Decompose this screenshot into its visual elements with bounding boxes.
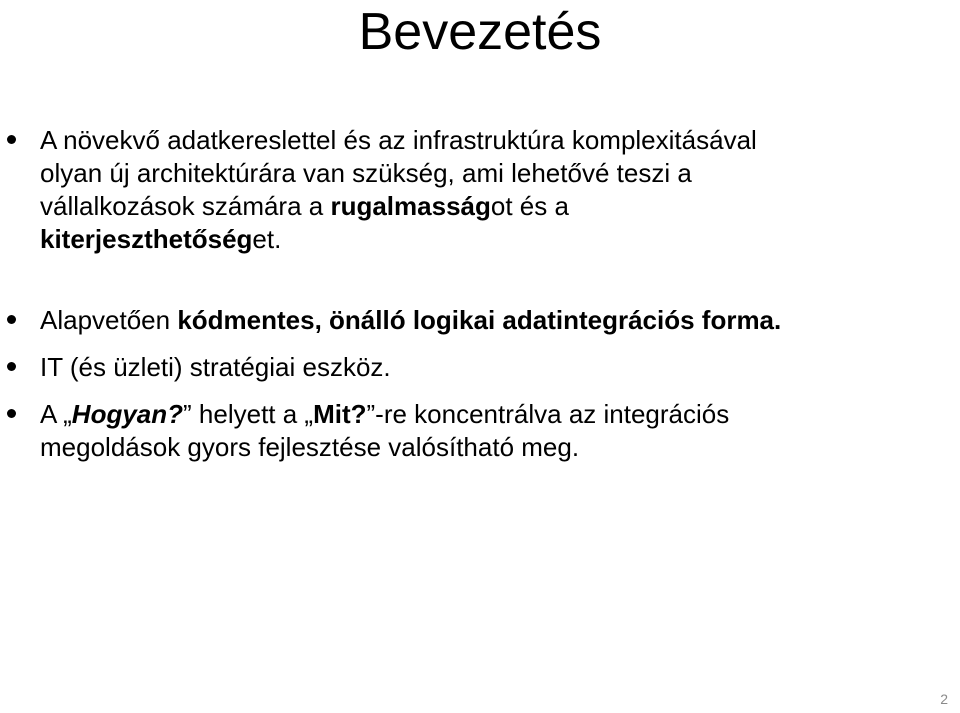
bold-term: kiterjeszthetőség (40, 224, 253, 254)
bullet-text (40, 351, 940, 384)
text-segment: ” helyett a „ (183, 399, 314, 429)
text-line: A növekvő adatkereslettel és az infrastruktúra komplexitásával (40, 125, 757, 155)
bullet-text (40, 124, 940, 256)
bullet-item (40, 398, 940, 464)
text-line (40, 223, 940, 256)
text-line: IT (és üzleti) stratégiai eszköz. (40, 352, 391, 382)
text-segment: ”-re koncentrálva az integrációs (366, 399, 730, 429)
text-line (40, 190, 940, 223)
bullet-dot-icon (7, 409, 16, 418)
bullet-text (40, 398, 940, 464)
bold-italic-term: Hogyan? (71, 399, 184, 429)
text-line: megoldások gyors fejlesztése valósítható meg. (40, 432, 580, 462)
bullet-dot-icon (7, 315, 16, 324)
bold-term: kódmentes, önálló logikai adatintegrációs forma. (177, 305, 782, 335)
bold-term: Mit? (313, 399, 367, 429)
text-segment: ot és a (490, 191, 569, 221)
bullet-dot-icon (7, 362, 16, 371)
text-segment: vállalkozások számára a (40, 191, 331, 221)
text-line (40, 304, 940, 337)
text-segment: Alapvetően (40, 305, 178, 335)
text-segment: et. (252, 224, 282, 254)
bullet-item (40, 124, 940, 256)
bullet-dot-icon (7, 135, 16, 144)
text-line (40, 398, 940, 431)
slide-title: Bevezetés (358, 3, 602, 61)
bullet-item (40, 304, 940, 337)
page-number: 2 (940, 691, 948, 707)
bold-term: rugalmasság (330, 191, 491, 221)
bullet-text (40, 304, 940, 337)
bullet-item (40, 351, 940, 384)
text-segment: A „ (40, 399, 72, 429)
text-line: olyan új architektúrára van szükség, ami lehetővé teszi a (40, 158, 692, 188)
